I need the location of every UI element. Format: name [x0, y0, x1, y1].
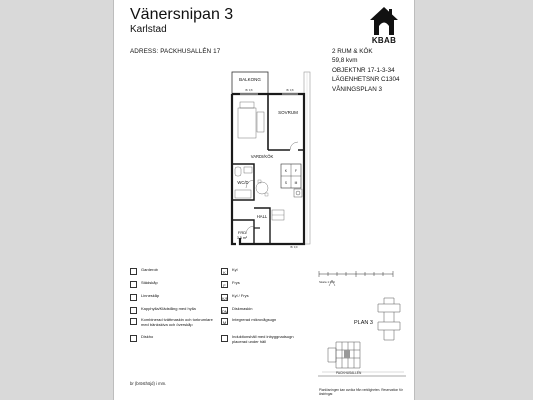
bedroom-label: SOVRUM — [278, 110, 298, 115]
legend-symbol-icon — [130, 335, 137, 342]
appliance-label: S — [284, 181, 288, 185]
legend-item — [221, 318, 305, 325]
legend-item — [130, 294, 215, 301]
floor-plan — [210, 68, 320, 250]
legend-label: Induktionshäll med inbyggnadsugn placerad under häll — [232, 334, 294, 344]
legend-symbol-icon: M — [222, 320, 227, 325]
building-title: Vänersnipan 3 — [130, 6, 234, 23]
legend-label: Linneskåp — [141, 293, 160, 298]
legend-label: Kombinerad tvättmaskin och torkrumlare med bänkskiva och överskåp — [141, 317, 213, 327]
legend-symbol-icon — [130, 281, 137, 288]
legend-item — [221, 268, 305, 275]
legend-item — [221, 281, 305, 288]
legend-item — [130, 318, 215, 327]
apartment-info — [332, 48, 400, 95]
appliance-label: K — [284, 169, 288, 173]
logo-text: KBAB — [371, 36, 397, 45]
street-label: PACKHUSALLÉN — [336, 371, 362, 375]
city-name: Karlstad — [130, 24, 167, 35]
storage-label: FRD — [237, 230, 247, 235]
address-label: ADRESS: PACKHUSALLÉN 17 — [130, 48, 221, 55]
kbab-logo-icon — [367, 4, 401, 38]
legend-symbol-icon — [130, 294, 137, 301]
legend-item — [221, 335, 305, 344]
legend-symbol-icon: F — [221, 281, 228, 288]
legend-item — [130, 268, 215, 275]
scale-text: Skala 1:100 — [319, 280, 335, 284]
storage-area: 3,5 m² — [236, 236, 248, 240]
legend-item — [130, 281, 215, 288]
rooms-label: 2 RUM & KÖK — [332, 48, 373, 55]
legend-item — [221, 307, 305, 314]
legend-label: Kapphylla/Klädstång med hylla — [141, 306, 196, 311]
legend-symbol-icon — [130, 307, 137, 314]
legend-item — [130, 335, 215, 342]
apartment-number: LÄGENHETSNR C1304 — [332, 75, 400, 83]
legend-label: Integrerad mikrovågsugn — [232, 317, 277, 322]
living-kitchen-label: VARDI/KÖK — [250, 154, 274, 159]
legend-symbol-icon — [130, 318, 137, 325]
legend-symbol-icon: DM — [222, 309, 229, 314]
legend-label: Städskåp — [141, 280, 158, 285]
dimension-label: Br 0,9 — [290, 246, 298, 249]
floor-label: VÅNINGSPLAN 3 — [332, 86, 383, 94]
floorplan-sheet — [113, 0, 415, 400]
appliance-label: F — [295, 169, 297, 173]
legend-label: Diskho — [141, 334, 154, 339]
footnote: br (brösthöjd) i mm. — [130, 381, 167, 386]
scale-bar — [317, 268, 397, 288]
object-number: OBJEKTNR 17-1-3-34 — [332, 67, 395, 75]
legend-item — [130, 307, 215, 314]
dimension-label: Br 0,8 — [286, 89, 294, 92]
legend-label: Diskmaskin — [232, 306, 253, 311]
legend-label: Frys — [232, 280, 240, 285]
dimension-label: Br 0,8 — [245, 89, 253, 92]
legend-item — [221, 294, 305, 301]
legend-label: Kyl — [232, 267, 238, 272]
legend-symbol-icon — [221, 335, 228, 342]
legend-symbol-icon: K/F — [222, 296, 229, 301]
appliance-label: M — [294, 181, 298, 185]
legend-symbol-icon — [130, 268, 137, 275]
legend-symbol-icon: K — [221, 268, 228, 275]
bathroom-label: WC/D — [237, 180, 249, 185]
legend-label: Garderob — [141, 267, 158, 272]
hall-label: HALL — [256, 214, 268, 219]
keyplan-footer: Planlösningen kan avvika från verkligheten. Reservation för ändringar. — [319, 388, 403, 396]
legend-label: Kyl / Frys — [232, 293, 249, 298]
balcony-label: BALKONG — [239, 77, 261, 82]
area-label: 59,8 kvm — [332, 56, 358, 64]
key-plan — [314, 292, 409, 388]
key-plan-label: PLAN 3 — [354, 320, 373, 326]
